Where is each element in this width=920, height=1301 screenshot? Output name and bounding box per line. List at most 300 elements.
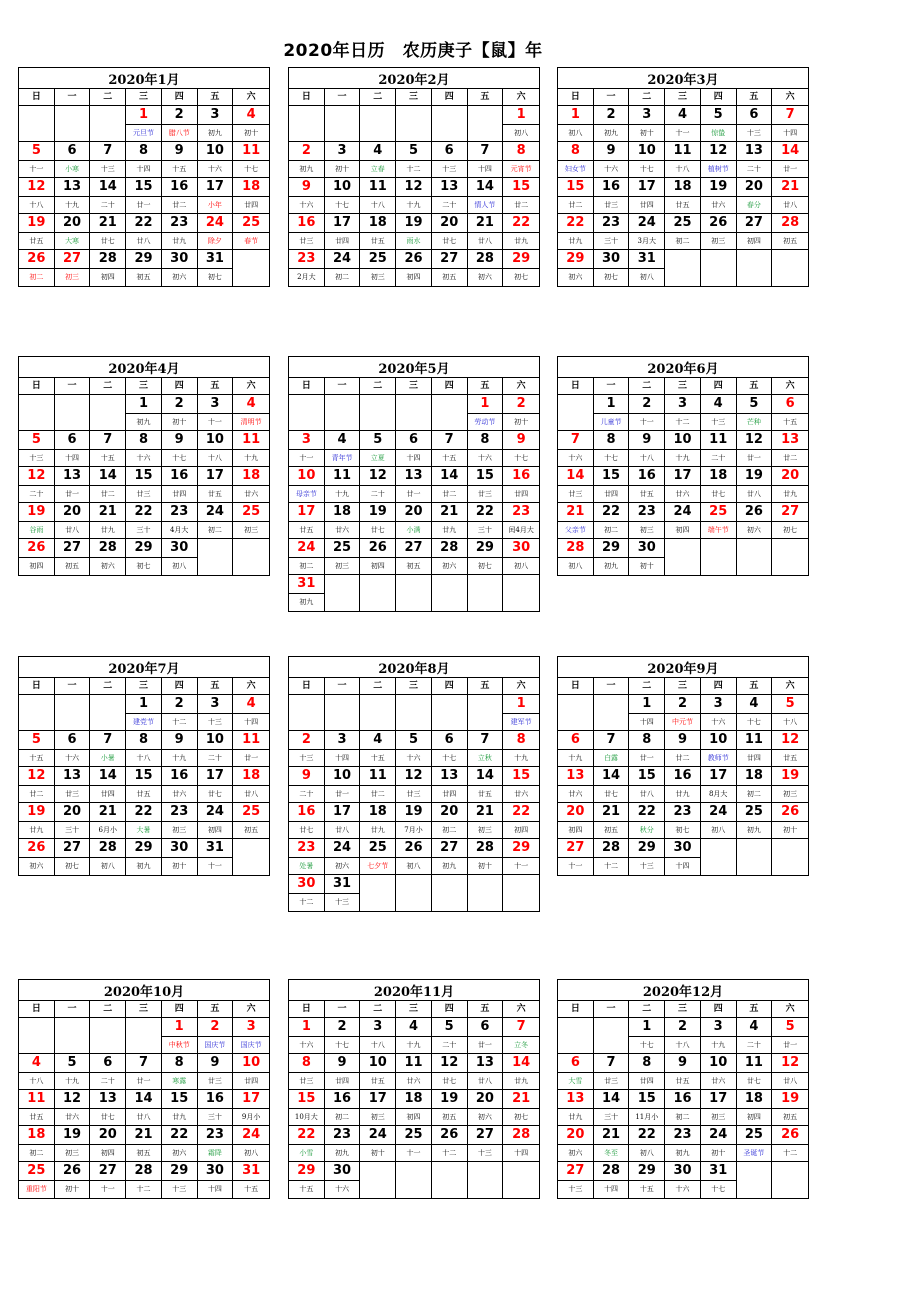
day-cell [558, 539, 594, 575]
weekday-label: 六 [516, 381, 526, 391]
day-number: 6 [480, 1019, 490, 1034]
lunar-label: 廿三 [468, 485, 503, 502]
day-cell [90, 214, 126, 250]
day-cell [198, 1018, 234, 1054]
weekday-label: 日 [558, 1001, 594, 1017]
lunar-label: 建军节 [503, 713, 539, 730]
lunar-label: 十八 [665, 160, 700, 177]
empty-cell [468, 106, 504, 142]
day-number: 22 [134, 215, 153, 230]
day-cell [629, 395, 665, 431]
weekday-label: 二 [90, 378, 126, 394]
lunar-label: 初七 [468, 557, 503, 574]
day-number: 2 [337, 1019, 347, 1034]
lunar-label: 二十 [701, 449, 736, 466]
weekday-label: 二 [90, 89, 126, 105]
lunar-label: 十四 [55, 449, 90, 466]
day-cell [233, 1126, 269, 1162]
day-number: 20 [744, 179, 763, 194]
day-number: 9 [301, 179, 311, 194]
lunar-label: 廿七 [701, 485, 736, 502]
day-cell [55, 839, 91, 875]
day-number: 29 [602, 540, 621, 555]
lunar-label: 初七 [665, 821, 700, 838]
day-cell [126, 767, 162, 803]
day-number: 5 [785, 1019, 795, 1034]
lunar-label: 十二 [772, 1144, 808, 1161]
lunar-label: 惊蛰 [701, 124, 736, 141]
day-number: 28 [475, 840, 494, 855]
day-number: 27 [63, 840, 82, 855]
empty-cell [503, 875, 539, 911]
lunar-label: 初六 [558, 268, 593, 285]
lunar-label: 廿七 [737, 1072, 772, 1089]
lunar-label: 春节 [233, 232, 269, 249]
lunar-label: 廿七 [432, 1072, 467, 1089]
day-number: 11 [673, 143, 692, 158]
lunar-label: 腊八节 [162, 124, 197, 141]
empty-cell [396, 575, 432, 611]
lunar-label: 廿三 [198, 1072, 233, 1089]
empty-cell [233, 839, 269, 875]
day-cell [629, 695, 665, 731]
day-number: 7 [606, 1055, 616, 1070]
day-number: 27 [475, 1127, 494, 1142]
day-number: 14 [98, 468, 117, 483]
day-cell [198, 214, 234, 250]
lunar-label: 初四 [737, 1108, 772, 1125]
lunar-label: 十三 [468, 1144, 503, 1161]
day-cell [19, 1090, 55, 1126]
day-cell [162, 503, 198, 539]
day-number: 15 [512, 179, 531, 194]
day-number: 15 [134, 468, 153, 483]
lunar-label: 十八 [198, 449, 233, 466]
day-number: 21 [602, 1127, 621, 1142]
day-cell [503, 431, 539, 467]
lunar-label: 十九 [503, 749, 539, 766]
lunar-label: 廿二 [162, 196, 197, 213]
lunar-label: 冬至 [594, 1144, 629, 1161]
day-number: 23 [333, 1127, 352, 1142]
lunar-label: 廿四 [233, 196, 269, 213]
lunar-label: 廿六 [162, 785, 197, 802]
lunar-label: 二十 [90, 1072, 125, 1089]
empty-cell [594, 1018, 630, 1054]
lunar-label: 初六 [468, 268, 503, 285]
weekday-label: 一 [55, 1001, 91, 1017]
day-number: 5 [408, 143, 419, 158]
day-cell [737, 431, 773, 467]
day-cell [629, 431, 665, 467]
lunar-label: 情人节 [468, 196, 503, 213]
weekday-label: 五 [198, 1001, 234, 1017]
lunar-label: 廿二 [19, 785, 54, 802]
empty-cell [289, 106, 325, 142]
lunar-label: 初九 [665, 1144, 700, 1161]
day-cell [396, 431, 432, 467]
lunar-label: 十二 [432, 1144, 467, 1161]
lunar-label: 廿九 [558, 232, 593, 249]
weekday-label: 四 [701, 1001, 737, 1017]
day-cell [665, 1126, 701, 1162]
lunar-label: 廿九 [360, 821, 395, 838]
lunar-label: 6月小 [90, 821, 125, 838]
day-cell [162, 1018, 198, 1054]
day-cell [325, 803, 361, 839]
lunar-label: 廿五 [198, 485, 233, 502]
day-cell [126, 431, 162, 467]
empty-cell [396, 106, 432, 142]
day-number: 1 [516, 696, 526, 711]
lunar-label: 十四 [594, 1180, 629, 1197]
empty-cell [594, 695, 630, 731]
day-number: 9 [210, 1055, 220, 1070]
day-number: 27 [440, 840, 459, 855]
day-cell [432, 1054, 468, 1090]
day-number: 24 [333, 251, 352, 266]
day-number: 23 [673, 1127, 692, 1142]
lunar-label: 廿一 [772, 160, 808, 177]
day-cell [19, 803, 55, 839]
day-cell [90, 142, 126, 178]
day-cell [629, 1018, 665, 1054]
lunar-label: 十一 [198, 857, 233, 874]
weekday-label: 二 [360, 378, 396, 394]
month-title: 2020年5月 [289, 357, 539, 378]
lunar-label: 元旦节 [126, 124, 161, 141]
day-cell [468, 1018, 504, 1054]
day-number: 7 [480, 143, 490, 158]
lunar-label: 初六 [468, 1108, 503, 1125]
day-number: 14 [475, 179, 494, 194]
day-cell [198, 1090, 234, 1126]
day-cell [289, 1090, 325, 1126]
day-number: 19 [709, 179, 728, 194]
day-cell [126, 250, 162, 286]
day-number: 30 [170, 540, 189, 555]
day-number: 31 [297, 576, 316, 591]
day-number: 6 [67, 432, 77, 447]
day-cell [737, 106, 773, 142]
day-cell [289, 839, 325, 875]
empty-cell [558, 1018, 594, 1054]
weekday-header [19, 678, 269, 695]
weekday-label: 日 [558, 378, 594, 394]
day-cell [55, 178, 91, 214]
day-number: 21 [98, 804, 117, 819]
day-number: 4 [408, 1019, 419, 1034]
lunar-label: 元宵节 [503, 160, 539, 177]
lunar-label: 十八 [629, 449, 664, 466]
day-number: 28 [602, 1163, 621, 1178]
day-number: 11 [242, 143, 261, 158]
day-number: 20 [63, 804, 82, 819]
day-cell [594, 142, 630, 178]
day-cell [665, 1054, 701, 1090]
day-number: 6 [408, 432, 419, 447]
day-number: 5 [67, 1055, 77, 1070]
day-cell [629, 214, 665, 250]
weekday-label: 日 [19, 678, 55, 694]
weekday-header [289, 378, 539, 395]
day-cell [594, 214, 630, 250]
weekday-label: 一 [325, 678, 361, 694]
lunar-label: 初二 [737, 785, 772, 802]
empty-cell [432, 106, 468, 142]
day-cell [360, 214, 396, 250]
day-cell [198, 467, 234, 503]
day-cell [701, 395, 737, 431]
day-number: 29 [475, 540, 494, 555]
day-cell [19, 250, 55, 286]
day-cell [558, 1162, 594, 1198]
day-number: 28 [781, 215, 800, 230]
lunar-label: 初六 [325, 857, 360, 874]
day-cell [289, 467, 325, 503]
day-number: 30 [512, 540, 531, 555]
day-number: 29 [512, 840, 531, 855]
day-number: 5 [31, 432, 41, 447]
day-number: 15 [512, 768, 531, 783]
day-cell [468, 503, 504, 539]
lunar-label: 初十 [503, 413, 539, 430]
day-cell [701, 431, 737, 467]
day-cell [325, 1126, 361, 1162]
day-number: 19 [404, 804, 423, 819]
day-number: 17 [673, 468, 692, 483]
day-number: 5 [444, 1019, 454, 1034]
lunar-label: 建党节 [126, 713, 161, 730]
day-cell [558, 431, 594, 467]
lunar-label: 初三 [468, 821, 503, 838]
day-cell [432, 1018, 468, 1054]
day-number: 16 [637, 468, 656, 483]
day-number: 26 [781, 1127, 800, 1142]
lunar-label: 立春 [360, 160, 395, 177]
empty-cell [737, 1162, 773, 1198]
day-cell [198, 1126, 234, 1162]
lunar-label: 十二 [126, 1180, 161, 1197]
lunar-label: 初九 [126, 857, 161, 874]
day-number: 29 [297, 1163, 316, 1178]
day-cell [737, 395, 773, 431]
day-cell [126, 1090, 162, 1126]
lunar-label: 初九 [289, 593, 324, 610]
day-number: 18 [744, 768, 763, 783]
day-number: 28 [440, 540, 459, 555]
day-cell [233, 106, 269, 142]
lunar-label: 十二 [594, 857, 629, 874]
day-number: 5 [373, 432, 383, 447]
weekday-label: 三 [396, 378, 432, 394]
lunar-label: 初八 [90, 857, 125, 874]
lunar-label: 十五 [19, 749, 54, 766]
day-number: 25 [242, 804, 261, 819]
lunar-label: 初十 [55, 1180, 90, 1197]
lunar-label: 初十 [629, 557, 664, 574]
day-cell [198, 178, 234, 214]
lunar-label: 廿八 [233, 785, 269, 802]
day-cell [503, 803, 539, 839]
day-number: 17 [242, 1091, 261, 1106]
day-number: 17 [709, 768, 728, 783]
day-cell [665, 767, 701, 803]
weekday-label: 四 [162, 1001, 198, 1017]
lunar-label: 廿一 [126, 1072, 161, 1089]
day-cell [289, 250, 325, 286]
lunar-label: 十一 [665, 124, 700, 141]
lunar-label: 十一 [19, 160, 54, 177]
day-cell [503, 767, 539, 803]
day-cell [198, 431, 234, 467]
weekday-label: 五 [468, 89, 504, 105]
day-cell [594, 106, 630, 142]
lunar-label: 初九 [594, 124, 629, 141]
day-number: 16 [333, 1091, 352, 1106]
lunar-label: 初七 [503, 1108, 539, 1125]
month-title: 2020年4月 [19, 357, 269, 378]
lunar-label: 廿四 [503, 485, 539, 502]
lunar-label: 廿一 [772, 1036, 808, 1053]
day-number: 24 [368, 1127, 387, 1142]
weekday-label: 三 [396, 678, 432, 694]
day-number: 14 [134, 1091, 153, 1106]
day-cell [325, 214, 361, 250]
day-number: 16 [170, 179, 189, 194]
lunar-label: 初二 [665, 1108, 700, 1125]
lunar-label: 廿二 [772, 449, 808, 466]
empty-cell [737, 539, 773, 575]
lunar-label: 初二 [19, 1144, 54, 1161]
lunar-label: 廿七 [198, 785, 233, 802]
lunar-label: 廿四 [162, 485, 197, 502]
day-cell [90, 1126, 126, 1162]
weekday-label: 一 [55, 378, 91, 394]
day-cell [289, 178, 325, 214]
lunar-label: 初六 [558, 1144, 593, 1161]
day-cell [503, 1126, 539, 1162]
day-cell [360, 142, 396, 178]
lunar-label: 父亲节 [558, 521, 593, 538]
lunar-label: 初三 [162, 821, 197, 838]
day-cell [55, 1126, 91, 1162]
lunar-label: 十六 [665, 1180, 700, 1197]
day-number: 23 [297, 840, 316, 855]
day-cell [594, 431, 630, 467]
day-cell [162, 142, 198, 178]
day-cell [233, 731, 269, 767]
weekday-label: 五 [468, 378, 504, 394]
day-number: 25 [404, 1127, 423, 1142]
lunar-label: 4月大 [162, 521, 197, 538]
day-number: 24 [242, 1127, 261, 1142]
day-cell [772, 395, 808, 431]
lunar-label: 十四 [325, 749, 360, 766]
lunar-label: 十四 [503, 1144, 539, 1161]
day-grid [19, 106, 269, 286]
day-cell [594, 467, 630, 503]
lunar-label: 廿六 [233, 485, 269, 502]
day-number: 17 [205, 179, 224, 194]
lunar-label: 廿七 [360, 521, 395, 538]
lunar-label: 廿三 [55, 785, 90, 802]
day-number: 13 [744, 143, 763, 158]
lunar-label: 初五 [594, 821, 629, 838]
month-block [288, 356, 540, 612]
day-cell [198, 1162, 234, 1198]
day-number: 4 [246, 107, 256, 122]
day-number: 21 [98, 504, 117, 519]
day-number: 22 [637, 804, 656, 819]
day-number: 22 [134, 504, 153, 519]
day-number: 3 [677, 396, 688, 411]
day-number: 12 [781, 1055, 800, 1070]
weekday-label: 二 [360, 1001, 396, 1017]
day-number: 28 [98, 251, 117, 266]
day-number: 11 [27, 1091, 46, 1106]
day-number: 30 [602, 251, 621, 266]
day-grid [19, 1018, 269, 1198]
day-cell [396, 214, 432, 250]
lunar-label: 廿四 [233, 1072, 269, 1089]
lunar-label: 初三 [55, 268, 90, 285]
day-number: 24 [205, 215, 224, 230]
lunar-label: 十三 [701, 413, 736, 430]
day-number: 14 [566, 468, 585, 483]
lunar-label: 十六 [289, 196, 324, 213]
lunar-label: 十五 [772, 413, 808, 430]
day-cell [90, 839, 126, 875]
day-number: 24 [333, 840, 352, 855]
day-number: 25 [744, 1127, 763, 1142]
weekday-label: 四 [432, 1001, 468, 1017]
month-title: 2020年8月 [289, 657, 539, 678]
day-cell [19, 539, 55, 575]
day-cell [360, 467, 396, 503]
day-cell [360, 503, 396, 539]
day-number: 13 [63, 768, 82, 783]
day-number: 11 [368, 768, 387, 783]
lunar-label: 初八 [558, 124, 593, 141]
day-cell [19, 767, 55, 803]
day-cell [360, 1090, 396, 1126]
lunar-label: 重阳节 [19, 1180, 54, 1197]
day-number: 7 [785, 107, 795, 122]
day-number: 22 [170, 1127, 189, 1142]
day-number: 4 [31, 1055, 41, 1070]
lunar-label: 初二 [325, 268, 360, 285]
day-number: 21 [512, 1091, 531, 1106]
weekday-label: 三 [126, 1001, 162, 1017]
lunar-label: 廿八 [772, 196, 808, 213]
day-cell [162, 178, 198, 214]
lunar-label: 立秋 [468, 749, 503, 766]
lunar-label: 大寒 [55, 232, 90, 249]
lunar-label: 初十 [360, 1144, 395, 1161]
day-cell [468, 467, 504, 503]
page-title: 2020年日历 农历庚子【鼠】年 [283, 41, 543, 61]
day-cell [55, 767, 91, 803]
day-cell [360, 431, 396, 467]
day-cell [737, 803, 773, 839]
weekday-label: 五 [468, 1001, 504, 1017]
day-number: 21 [566, 504, 585, 519]
day-cell [396, 803, 432, 839]
day-cell [629, 1162, 665, 1198]
day-cell [325, 767, 361, 803]
day-number: 16 [297, 215, 316, 230]
